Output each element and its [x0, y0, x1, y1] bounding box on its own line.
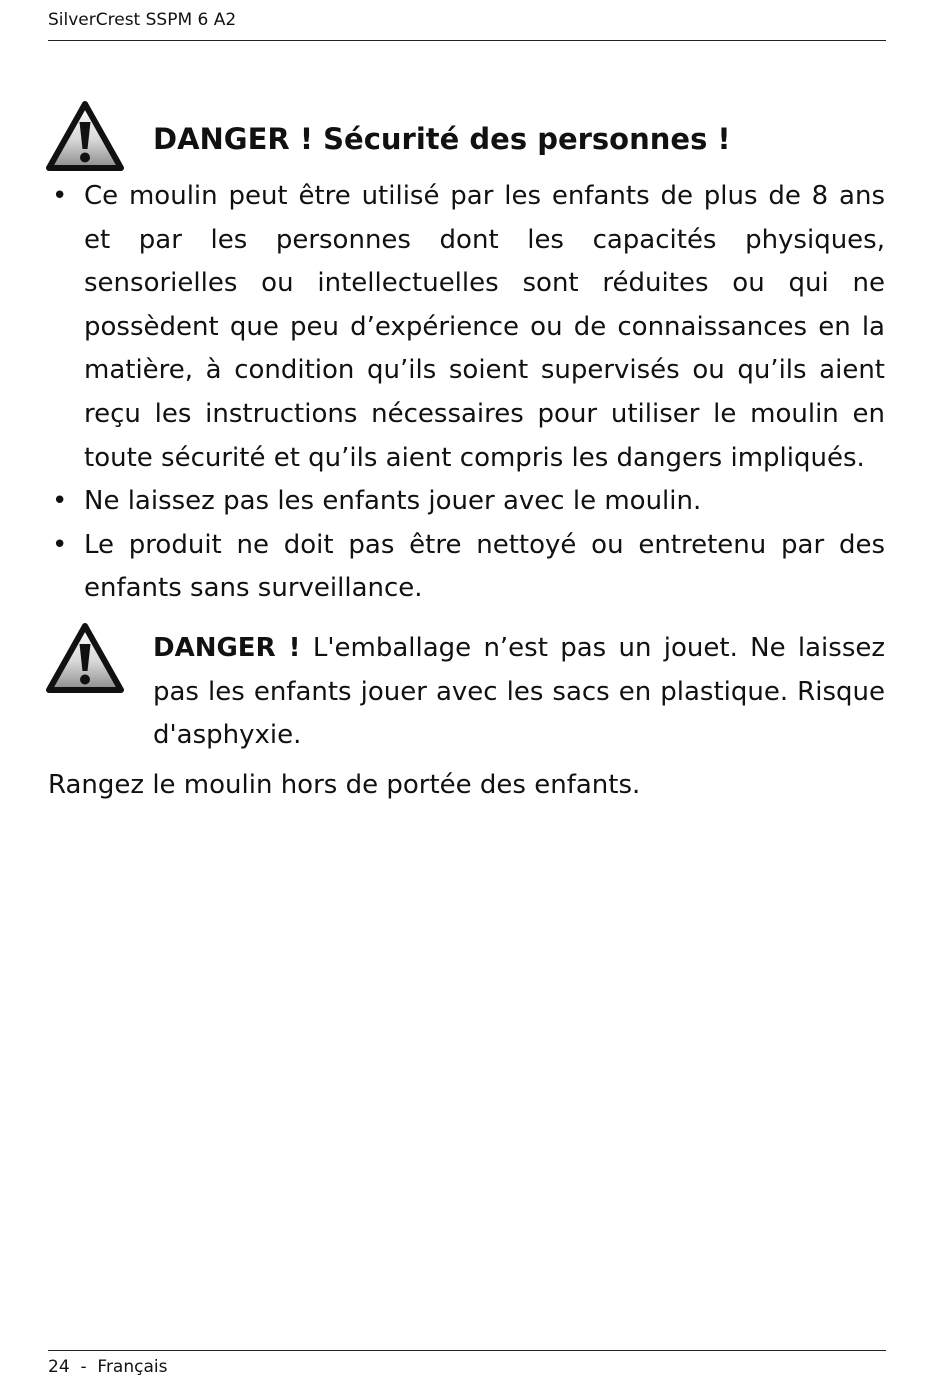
list-item: [52, 480, 885, 524]
footer-divider: [48, 1350, 886, 1351]
packaging-warning-text: L'emballage n’est pas un jouet. Ne laissez pas les enfants jouer avec les sacs en plastique. Risque d'asphyxie.: [153, 633, 886, 751]
bullet-symbol: •: [52, 529, 68, 560]
bullet-text: Le produit ne doit pas être nettoyé ou entretenu par des enfants sans surveillance.: [84, 529, 885, 604]
packaging-warning: [153, 627, 885, 758]
section-heading: DANGER ! Sécurité des personnes !: [153, 122, 731, 156]
list-item: [52, 175, 885, 480]
list-item: [52, 524, 885, 611]
closing-statement: Rangez le moulin hors de portée des enfants.: [48, 770, 641, 800]
bullet-text: Ne laissez pas les enfants jouer avec le moulin.: [84, 486, 702, 517]
page-number: 24: [48, 1357, 70, 1377]
bullet-text: Ce moulin peut être utilisé par les enfants de plus de 8 ans et par les personnes dont les capacités physiques, sensorielles ou intellectuelles sont réduites ou qui ne possèdent que peu d’expérience ou de connaissances en la matière, à condition qu’ils soient supervisés ou qu’ils aient reçu les instructions nécessaires pour utiliser le moulin en toute sécurité et qu’ils aient compris les dangers impliqués.: [84, 181, 885, 473]
warning-triangle-icon: [45, 100, 125, 172]
bullet-symbol: •: [52, 486, 68, 517]
packaging-warning-label: DANGER !: [153, 633, 301, 663]
footer-language: Français: [97, 1357, 168, 1377]
header-divider: [48, 40, 886, 41]
warning-triangle-icon: [45, 622, 125, 694]
footer-separator: -: [80, 1357, 87, 1377]
page-footer: [48, 1355, 167, 1379]
safety-bullet-list: [52, 175, 885, 611]
document-header-title: SilverCrest SSPM 6 A2: [48, 10, 237, 30]
bullet-symbol: •: [52, 181, 68, 211]
